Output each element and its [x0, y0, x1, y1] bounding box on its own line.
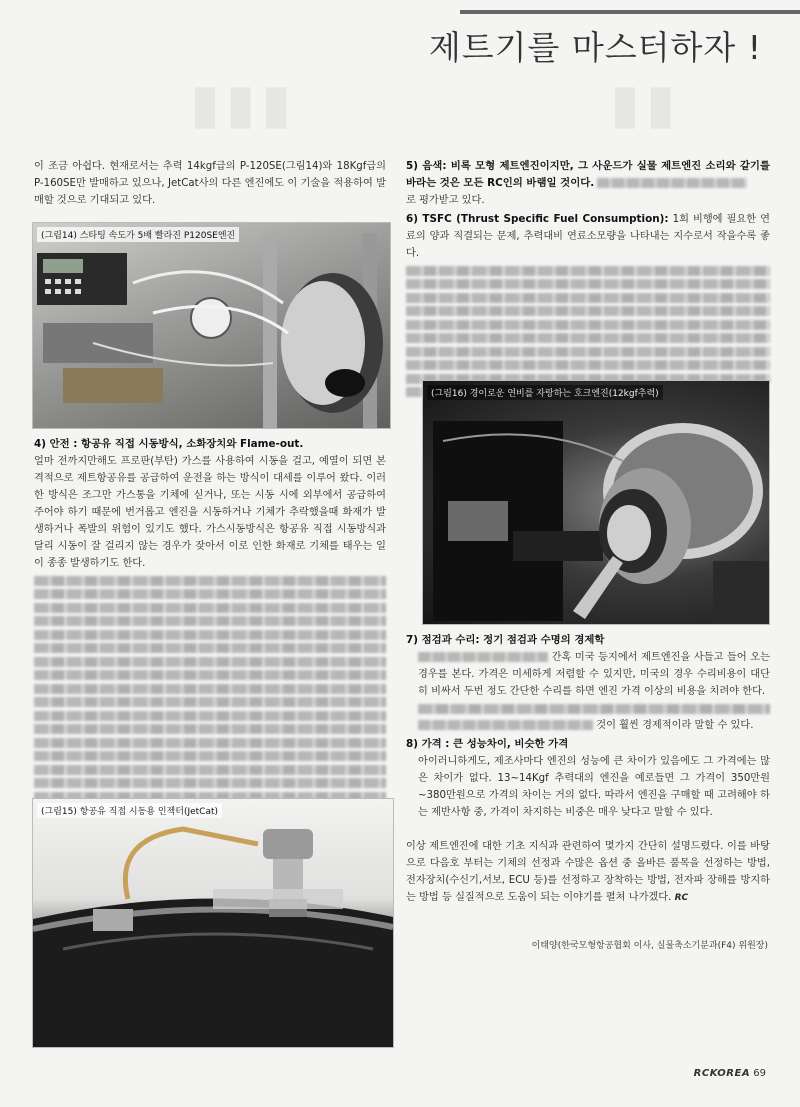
page-number: 69 [753, 1068, 766, 1079]
watermark-shape: ▮▮ [610, 72, 682, 135]
redacted-line [406, 306, 770, 316]
redacted-line [34, 711, 386, 721]
engine-photo-drawing [33, 223, 390, 428]
figure-14-photo [32, 222, 391, 429]
section-8-body: 아이러니하게도, 제조사마다 엔진의 성능에 큰 차이가 있음에도 그 가격에는 많은 차이가 없다. 13~14Kgf 추력대의 엔진을 예로들면 그 가격이 350만원~380만원으로 가격의 차이는 거의 없다. 따라서 엔진을 구매할 때 고려해야 하는 제반사항 중, 가격이 차지하는 비중은 매우 낮다고 말할 수 있다. [418, 756, 770, 818]
redacted-line [34, 738, 386, 748]
section-5-end: 로 평가받고 있다. [406, 195, 485, 206]
left-column-section-4 [34, 436, 386, 819]
section-7-body: 간혹 미국 등지에서 제트엔진을 사들고 들어 오는 경우를 본다. 가격은 미세하게 저렴할 수 있지만, 미국의 경우 수리비용이 대단히 비싸서 두번 정도 간단한 수리를 하면 엔진 가격 이상의 비용을 치려야 한다. [418, 652, 770, 697]
title-rule [460, 10, 800, 14]
redacted-line [34, 643, 386, 653]
section-6-heading: 6) TSFC (Thrust Specific Fuel Consumption): [406, 213, 669, 225]
redacted-line [406, 266, 770, 276]
redacted-line [406, 333, 770, 343]
redacted-text [597, 178, 747, 188]
section-5-heading: 5) 음색: 비록 모형 제트엔진이지만, 그 사운드가 실물 제트엔진 소리와 같기를 바라는 것은 모든 RC인의 바램일 것이다. [406, 160, 770, 189]
redacted-text [418, 720, 593, 730]
redacted-line [406, 293, 770, 303]
redacted-text [418, 652, 548, 662]
watermark-shape: ▮▮▮ [190, 72, 298, 135]
figure-15-photo [32, 798, 394, 1048]
redacted-line [34, 684, 386, 694]
redacted-line [34, 765, 386, 775]
section-6-body: 1회 비행에 필요한 연료의 양과 직결되는 문제, 추력대비 연료소모량을 나타내는 지수로서 작을수록 좋다. [406, 214, 770, 259]
section-7-end: 것이 훨씬 경제적이라 말할 수 있다. [596, 720, 754, 731]
intro-paragraph: 이 조금 아쉽다. 현재로서는 추력 14kgf급의 P-120SE(그림14)와 18Kgf급의 P-160SE만 발매하고 있으나, JetCat사의 다른 엔진에도 이 기술을 적용하여 발매할 것으로 기대되고 있다. [34, 161, 386, 206]
figure-15-caption: (그림15) 항공유 직접 시동용 인젝터(JetCat) [37, 803, 222, 818]
redacted-line [34, 616, 386, 626]
section-7-heading: 7) 점검과 수리: 정기 점검과 수명의 경제학 [406, 634, 605, 646]
redacted-line [34, 778, 386, 788]
closing-mark: RC [674, 893, 689, 903]
injector-photo-drawing [33, 799, 393, 1047]
magazine-brand: RCKOREA [693, 1068, 751, 1079]
author-signature: 이태양(한국모형항공협회 이사, 실물축소기분과(F4) 위원장) [531, 941, 768, 951]
redacted-line [406, 279, 770, 289]
figure-16-photo [422, 380, 770, 625]
redacted-line [34, 657, 386, 667]
redacted-line [34, 589, 386, 599]
redacted-line [34, 751, 386, 761]
redacted-line [34, 576, 386, 586]
page-footer [694, 1068, 766, 1079]
redacted-line [418, 704, 770, 714]
closing-paragraph: 이상 제트엔진에 대한 기초 지식과 관련하여 몇가지 간단히 설명드렸다. 이를 바탕으로 다음호 부터는 기체의 선정과 수많은 옵션 중 올바른 품목을 선정하는 방법, 전자장치(수신기,서보, ECU 등)를 선정하고 장착하는 방법, 전자파 장해를 방지하는 방법 등 실질적으로 도움이 되는 이야기를 펼쳐 나가겠다. [406, 841, 770, 903]
left-column-intro [34, 158, 386, 209]
redacted-line [406, 360, 770, 370]
redacted-line [34, 697, 386, 707]
section-8-heading: 8) 가격 : 큰 성능차이, 비슷한 가격 [406, 738, 569, 750]
redacted-line [34, 630, 386, 640]
redacted-line [406, 320, 770, 330]
hawk-engine-photo-drawing [423, 381, 769, 624]
right-column-bottom [406, 632, 770, 907]
section-4-body: 얼마 전까지만해도 프로판(부탄) 가스를 사용하여 시동을 걸고, 예열이 되면 본격적으로 제트항공유를 공급하여 운전을 하는 방식이 대세를 이루어 왔다. 이러한 방식은 조그만 가스통을 기체에 싣거나, 또는 시동 시에 외부에서 공급하여 주어야 하기 때문에 번거롭고 엔진을 시동하거나 기체가 추락했을때 화재가 발생하거나 폭발의 위험이 있기도 했다. 가스시동방식은 항공유 직접 시동방식과 달리 시동이 잘 걸리지 않는 경우가 잦아서 이로 인한 화재로 기체를 태우는 일이 종종 발생하기도 한다. [34, 456, 386, 569]
redacted-line [34, 724, 386, 734]
figure-16-caption: (그림16) 경이로운 연비를 자랑하는 호크엔진(12kgf추력) [427, 385, 663, 400]
redacted-line [34, 603, 386, 613]
figure-14-caption: (그림14) 스타팅 속도가 5배 빨라진 P120SE엔진 [37, 227, 239, 242]
section-4-heading: 4) 안전 : 항공유 직접 시동방식, 소화장치와 Flame-out. [34, 438, 304, 450]
right-column-top [406, 158, 770, 401]
redacted-line [406, 347, 770, 357]
redacted-line [34, 670, 386, 680]
page-title: 제트기를 마스터하자 ! [428, 28, 762, 67]
